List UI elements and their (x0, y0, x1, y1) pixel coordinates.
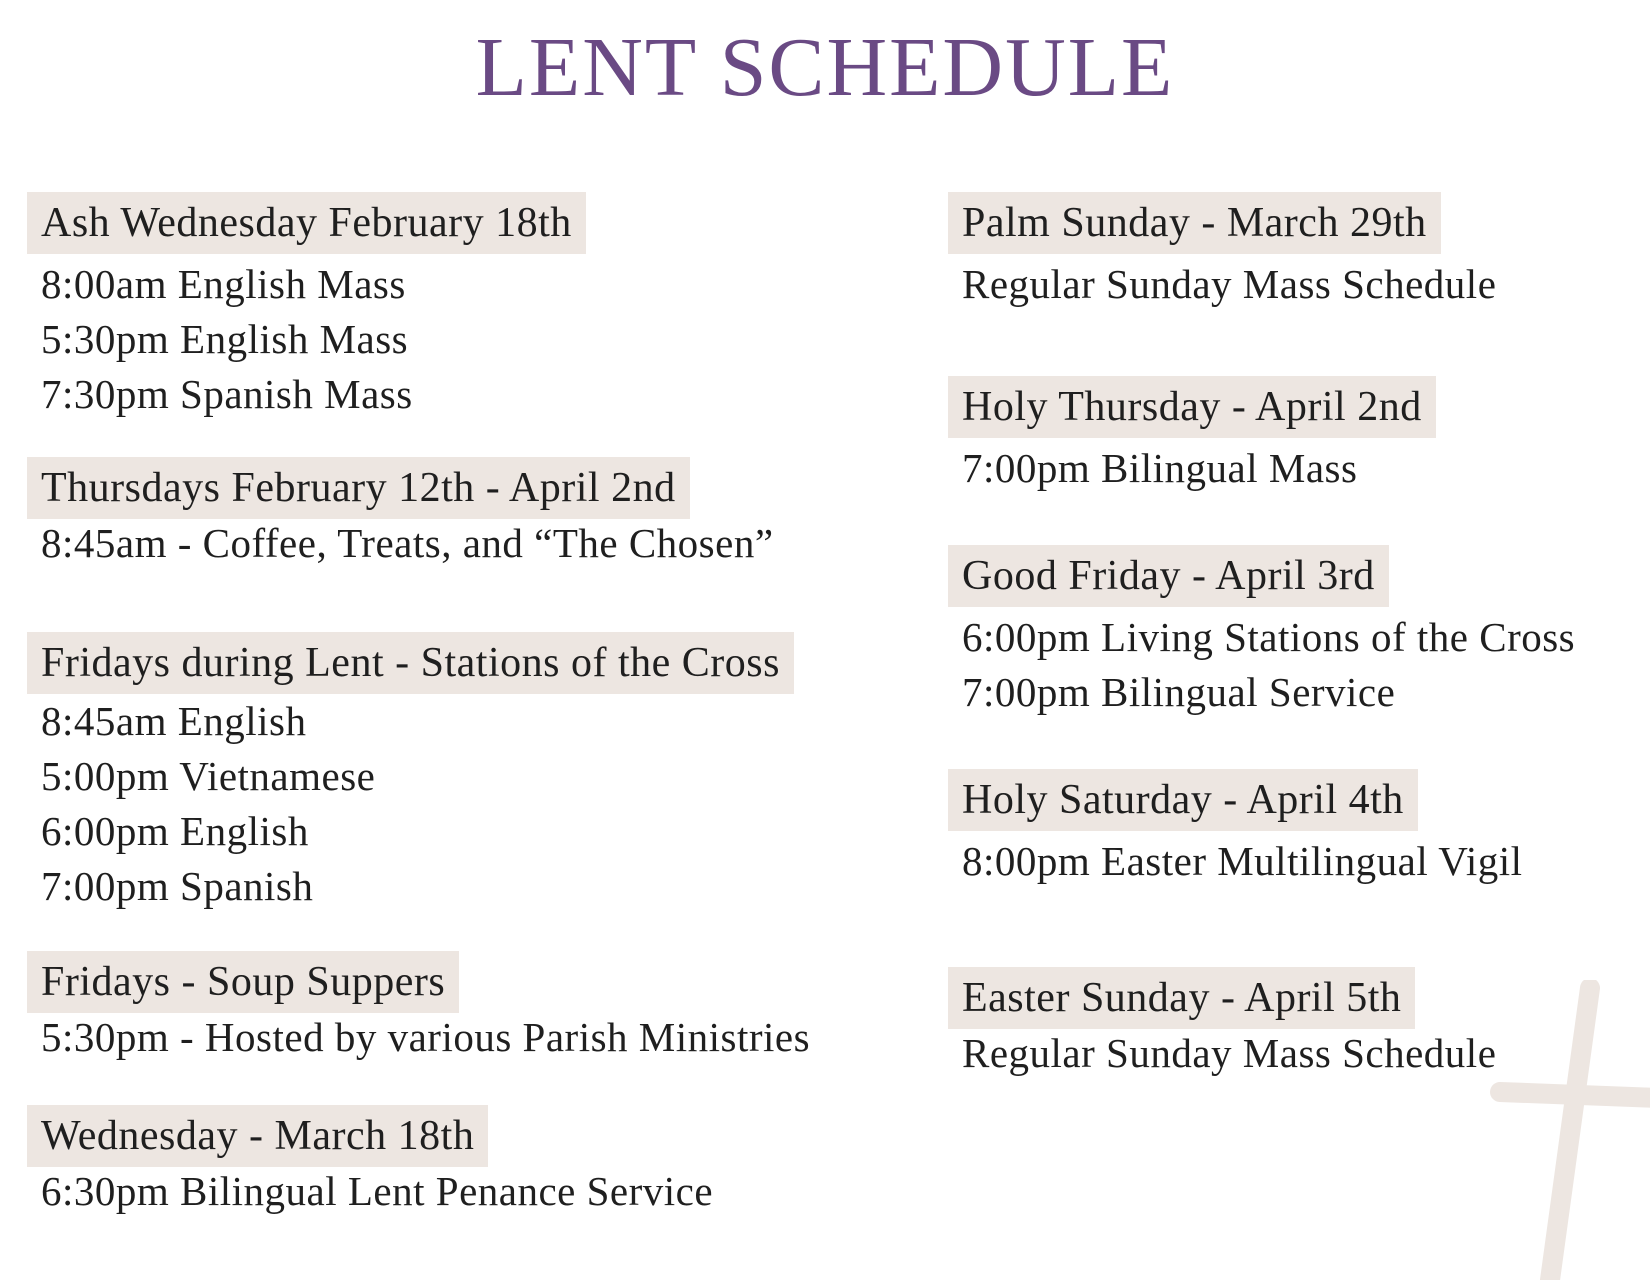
section-header: Fridays during Lent - Stations of the Cross (27, 632, 794, 694)
schedule-line: 8:00am English Mass (41, 261, 406, 307)
section-header: Thursdays February 12th - April 2nd (27, 457, 690, 519)
schedule-line: 8:00pm Easter Multilingual Vigil (962, 838, 1523, 884)
schedule-line: Regular Sunday Mass Schedule (962, 1030, 1497, 1076)
section-palm-sunday (948, 192, 1496, 312)
section-fridays-stations (27, 632, 794, 914)
section-header: Wednesday - March 18th (27, 1105, 488, 1167)
schedule-line: Regular Sunday Mass Schedule (962, 261, 1497, 307)
section-holy-thursday (948, 376, 1436, 496)
section-header: Holy Saturday - April 4th (948, 769, 1418, 831)
section-header: Palm Sunday - March 29th (948, 192, 1441, 254)
schedule-line: 7:30pm Spanish Mass (41, 371, 413, 417)
schedule-line: 6:30pm Bilingual Lent Penance Service (41, 1168, 714, 1214)
section-thursdays (27, 457, 774, 571)
section-header: Holy Thursday - April 2nd (948, 376, 1436, 438)
schedule-line: 6:00pm Living Stations of the Cross (962, 614, 1576, 660)
section-soup-suppers (27, 951, 810, 1065)
schedule-line: 7:00pm Bilingual Service (962, 669, 1396, 715)
section-ash-wednesday (27, 192, 586, 422)
cross-icon (1490, 980, 1650, 1280)
section-header: Easter Sunday - April 5th (948, 967, 1415, 1029)
section-holy-saturday (948, 769, 1523, 889)
page-title: LENT SCHEDULE (475, 21, 1175, 114)
schedule-line: 7:00pm Spanish (41, 863, 314, 909)
schedule-line: 7:00pm Bilingual Mass (962, 445, 1358, 491)
section-header: Good Friday - April 3rd (948, 545, 1389, 607)
section-header: Fridays - Soup Suppers (27, 951, 459, 1013)
section-header: Ash Wednesday February 18th (27, 192, 586, 254)
section-easter-sunday (948, 967, 1496, 1081)
schedule-line: 5:00pm Vietnamese (41, 753, 376, 799)
section-good-friday (948, 545, 1575, 720)
schedule-line: 8:45am - Coffee, Treats, and “The Chosen” (41, 520, 774, 566)
schedule-line: 5:30pm - Hosted by various Parish Ministries (41, 1014, 811, 1060)
schedule-line: 8:45am English (41, 698, 307, 744)
section-penance-service (27, 1105, 713, 1219)
schedule-line: 5:30pm English Mass (41, 316, 409, 362)
schedule-line: 6:00pm English (41, 808, 309, 854)
